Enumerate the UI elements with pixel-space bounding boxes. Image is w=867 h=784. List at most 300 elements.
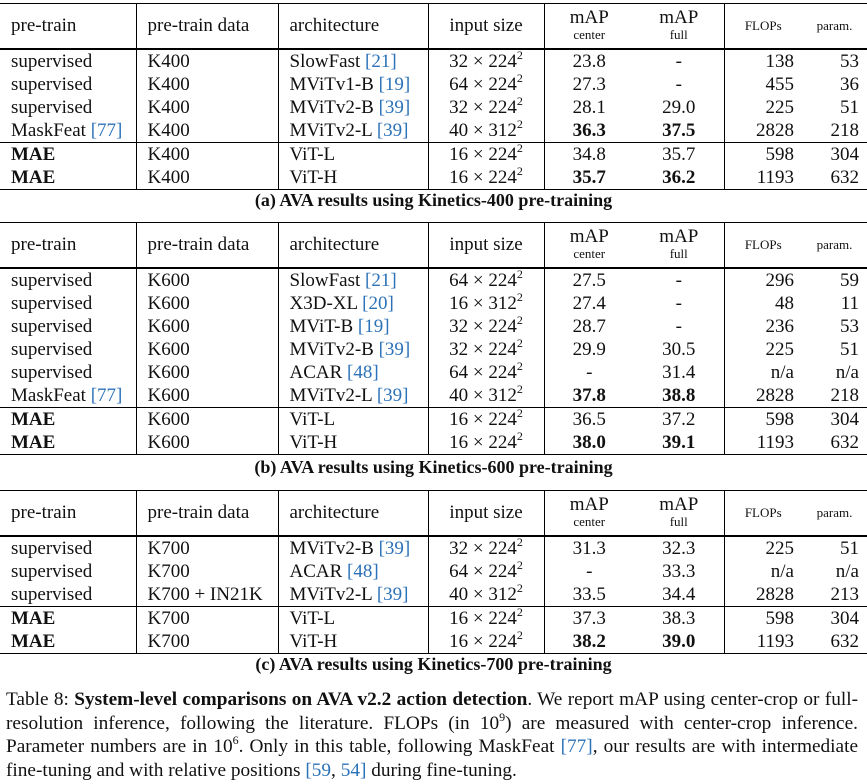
cell-flops: 225 [724, 536, 802, 560]
table-c-block [0, 490, 867, 674]
cell-param: 36 [840, 74, 859, 95]
cell-input-size [428, 607, 544, 631]
citation-link[interactable]: [77] [90, 385, 123, 406]
table-row [0, 315, 867, 338]
caption-text-3: . Only in this table, following MaskFeat [238, 736, 561, 757]
pretrain-text: MaskFeat [11, 385, 91, 406]
citation-link[interactable]: [20] [362, 293, 394, 314]
cell-input-size [428, 431, 544, 455]
cell-architecture [278, 384, 428, 408]
pretrain-text: MAE [11, 432, 56, 453]
cell-input-size [428, 96, 544, 119]
input-size-exponent: 2 [516, 382, 523, 396]
cell-architecture [278, 536, 428, 560]
cell-flops: 2828 [724, 384, 802, 408]
input-size-text: 64 × 224 [449, 561, 517, 582]
pretrain-text: supervised [11, 362, 93, 383]
cell-flops: 1193 [724, 431, 802, 455]
pretrain-text: MAE [11, 409, 56, 430]
input-size-text: 40 × 312 [449, 385, 517, 406]
caption-text-4: , our results are with intermediate fine-tuning and with relative positions [6, 736, 859, 781]
caption-label: Table 8: [6, 689, 75, 710]
cell-input-size [428, 268, 544, 292]
table-row [0, 560, 867, 583]
cell-param: 51 [840, 339, 859, 360]
cell-input-size [428, 49, 544, 73]
input-size-exponent: 2 [516, 406, 523, 420]
input-size-text: 32 × 224 [449, 538, 517, 559]
table-a-caption: (a) AVA results using Kinetics-400 pre-training [254, 190, 613, 210]
cell-pretrain [0, 166, 136, 190]
cell-param: 51 [840, 97, 859, 118]
cell-flops: 225 [724, 338, 802, 361]
input-size-exponent: 2 [516, 141, 523, 155]
cell-param: 218 [830, 385, 859, 406]
caption-text-1: . We report mAP using center-crop or full-resolution inference, following the literature. FLOPs (in 10 [6, 689, 858, 734]
cell-architecture [278, 607, 428, 631]
caption-sup-1: 9 [499, 709, 506, 724]
cell-pretrain-data: K600 [136, 384, 278, 408]
cell-param: n/a [835, 362, 859, 383]
cell-pretrain-data: K400 [136, 166, 278, 190]
citation-link[interactable]: [21] [365, 270, 397, 291]
header-map-label: mAP [569, 226, 609, 247]
table-row [0, 583, 867, 607]
cell-map-full: 31.4 [662, 362, 696, 383]
cell-map-full: - [675, 51, 682, 72]
cell-pretrain [0, 49, 136, 73]
cell-pretrain-data: K700 [136, 630, 278, 654]
header-pretrain-data: pre-train data [136, 4, 278, 50]
header-center-label: center [573, 246, 606, 261]
header-map-label: mAP [659, 494, 699, 515]
architecture-text: MViTv2-B [289, 538, 379, 559]
cell-map-full: 39.0 [634, 630, 724, 654]
cell-pretrain [0, 292, 136, 315]
cell-pretrain-data: K400 [136, 119, 278, 143]
cell-map-center: 37.8 [544, 384, 634, 408]
cell-input-size [428, 166, 544, 190]
cell-architecture [278, 166, 428, 190]
cell-flops: n/a [724, 361, 802, 384]
input-size-exponent: 2 [516, 71, 523, 85]
header-map-label: mAP [569, 494, 609, 515]
cell-param: 51 [840, 538, 859, 559]
architecture-text: ACAR [289, 561, 348, 582]
cell-param: 632 [802, 166, 867, 190]
table-row [0, 431, 867, 455]
header-architecture: architecture [278, 223, 428, 269]
input-size-exponent: 2 [516, 94, 523, 108]
caption-text-6: during fine-tuning. [366, 759, 517, 781]
cell-map-center: 27.5 [544, 268, 634, 292]
cell-input-size [428, 384, 544, 408]
cell-param: 218 [830, 120, 859, 141]
cell-architecture [278, 630, 428, 654]
cell-map-center: 28.7 [544, 315, 634, 338]
table-row [0, 361, 867, 384]
cell-input-size [428, 143, 544, 167]
header-pretrain-data: pre-train data [136, 491, 278, 537]
citation-link[interactable]: [77] [560, 736, 593, 757]
cell-pretrain-data: K700 + IN21K [136, 583, 278, 607]
cell-architecture [278, 361, 428, 384]
citation-link[interactable]: [39] [376, 385, 409, 406]
citation-link[interactable]: [59 [305, 759, 332, 781]
header-map-center [544, 4, 634, 50]
cell-map-full: 33.3 [662, 561, 696, 582]
input-size-text: 32 × 224 [449, 51, 517, 72]
cell-param: 53 [840, 51, 859, 72]
input-size-text: 16 × 224 [449, 144, 517, 165]
table-row [0, 408, 867, 432]
header-map-label: mAP [659, 7, 699, 28]
table-c-caption: (c) AVA results using Kinetics-700 pre-training [255, 654, 612, 674]
cell-pretrain-data: K600 [136, 408, 278, 432]
input-size-text: 16 × 224 [449, 409, 517, 430]
cell-map-center: 29.9 [544, 338, 634, 361]
cell-flops: 598 [724, 607, 802, 631]
citation-link[interactable]: [48] [347, 561, 379, 582]
cell-map-center: 23.8 [544, 49, 634, 73]
input-size-exponent: 2 [516, 605, 523, 619]
header-map-label: mAP [659, 226, 699, 247]
cell-input-size [428, 560, 544, 583]
table-row [0, 607, 867, 631]
architecture-text: ACAR [289, 362, 348, 383]
header-center-label: center [573, 27, 606, 42]
pretrain-text: supervised [11, 293, 93, 314]
cell-pretrain [0, 315, 136, 338]
pretrain-text: MAE [11, 144, 56, 165]
input-size-exponent: 2 [516, 628, 523, 642]
citation-link[interactable]: [39] [378, 97, 411, 118]
header-param: param. [816, 505, 853, 520]
cell-map-center: 34.8 [544, 143, 634, 167]
cell-pretrain [0, 607, 136, 631]
cell-map-center: 31.3 [544, 536, 634, 560]
table-row [0, 96, 867, 119]
cell-map-full: - [675, 293, 682, 314]
caption-sup-2: 6 [232, 733, 239, 747]
cell-architecture [278, 560, 428, 583]
citation-link[interactable]: [39] [378, 538, 411, 559]
header-flops: FLOPs [724, 223, 802, 269]
input-size-text: 16 × 224 [449, 608, 517, 629]
cell-map-center: 36.5 [544, 408, 634, 432]
architecture-text: MViTv2-B [289, 339, 379, 360]
cell-pretrain [0, 583, 136, 607]
cell-input-size [428, 338, 544, 361]
cell-input-size [428, 315, 544, 338]
cell-map-center: 33.5 [544, 583, 634, 607]
cell-architecture [278, 73, 428, 96]
pretrain-text: supervised [11, 584, 93, 605]
architecture-text: MViTv2-L [289, 120, 377, 141]
cell-map-center: 27.3 [544, 73, 634, 96]
header-param: param. [816, 237, 853, 252]
pretrain-text: MAE [11, 608, 56, 629]
cell-architecture [278, 96, 428, 119]
table-row [0, 49, 867, 73]
header-architecture: architecture [278, 491, 428, 537]
cell-flops: 236 [724, 315, 802, 338]
cell-pretrain [0, 630, 136, 654]
cell-param: 632 [802, 630, 867, 654]
cell-architecture [278, 338, 428, 361]
cell-flops: 455 [724, 73, 802, 96]
cell-flops: n/a [724, 560, 802, 583]
input-size-text: 32 × 224 [449, 316, 517, 337]
caption-text-5: , [331, 759, 341, 781]
cell-pretrain [0, 96, 136, 119]
header-pretrain: pre-train [11, 502, 77, 523]
cell-architecture [278, 119, 428, 143]
table-b-caption: (b) AVA results using Kinetics-600 pre-training [254, 457, 613, 477]
cell-map-full: - [675, 316, 682, 337]
cell-architecture [278, 143, 428, 167]
cell-pretrain [0, 338, 136, 361]
header-architecture: architecture [278, 4, 428, 50]
input-size-text: 32 × 224 [449, 339, 517, 360]
cell-pretrain-data: K400 [136, 49, 278, 73]
input-size-text: 32 × 224 [449, 97, 517, 118]
pretrain-text: supervised [11, 339, 93, 360]
cell-input-size [428, 536, 544, 560]
input-size-text: 40 × 312 [449, 584, 517, 605]
cell-input-size [428, 630, 544, 654]
citation-link[interactable]: [77] [90, 120, 123, 141]
cell-flops: 225 [724, 96, 802, 119]
architecture-text: MViTv2-L [289, 385, 377, 406]
pretrain-text: supervised [11, 97, 93, 118]
table-a-block [0, 3, 867, 210]
cell-map-full: 34.4 [662, 584, 696, 605]
pretrain-text: supervised [11, 51, 93, 72]
header-map-full [634, 4, 724, 50]
architecture-text: ViT-H [289, 432, 338, 453]
cell-architecture [278, 49, 428, 73]
cell-pretrain [0, 119, 136, 143]
input-size-text: 16 × 312 [449, 293, 517, 314]
pretrain-text: MAE [11, 631, 56, 652]
caption-title: System-level comparisons on AVA v2.2 action detection [74, 689, 528, 710]
cell-map-full: 35.7 [634, 143, 724, 167]
header-row [0, 4, 867, 50]
cell-flops: 598 [724, 408, 802, 432]
cell-pretrain [0, 73, 136, 96]
header-map-center [544, 491, 634, 537]
cell-architecture [278, 583, 428, 607]
input-size-text: 16 × 224 [449, 167, 517, 188]
input-size-exponent: 2 [516, 581, 523, 595]
header-input-size: input size [428, 223, 544, 269]
cell-flops: 138 [724, 49, 802, 73]
citation-link[interactable]: 54] [340, 759, 367, 781]
architecture-text: MViTv2-B [289, 97, 379, 118]
cell-map-full: 37.5 [662, 120, 696, 141]
cell-map-full: 36.2 [634, 166, 724, 190]
input-size-text: 64 × 224 [449, 270, 517, 291]
cell-map-full: - [675, 270, 682, 291]
input-size-exponent: 2 [516, 290, 523, 304]
header-map-label: mAP [569, 7, 609, 28]
cell-pretrain-data: K600 [136, 431, 278, 455]
cell-input-size [428, 292, 544, 315]
cell-map-center: 28.1 [544, 96, 634, 119]
pretrain-text: supervised [11, 538, 93, 559]
cell-map-full: 29.0 [662, 97, 696, 118]
header-row [0, 491, 867, 537]
cell-architecture [278, 408, 428, 432]
citation-link[interactable]: [19] [378, 74, 411, 95]
cell-pretrain-data: K600 [136, 361, 278, 384]
cell-pretrain-data: K400 [136, 96, 278, 119]
cell-param: 304 [802, 143, 867, 167]
cell-map-center: 27.4 [544, 292, 634, 315]
architecture-text: ViT-L [289, 409, 336, 430]
cell-pretrain-data: K600 [136, 268, 278, 292]
pretrain-text: MaskFeat [11, 120, 91, 141]
cell-flops: 2828 [724, 119, 802, 143]
header-map-center [544, 223, 634, 269]
results-table-k700 [0, 490, 867, 654]
table-row [0, 292, 867, 315]
table-row [0, 143, 867, 167]
architecture-text: MViTv1-B [289, 74, 379, 95]
pretrain-text: supervised [11, 74, 93, 95]
cell-flops: 296 [724, 268, 802, 292]
input-size-exponent: 2 [516, 267, 523, 281]
cell-map-center: 37.3 [544, 607, 634, 631]
cell-flops: 1193 [724, 630, 802, 654]
cell-pretrain [0, 431, 136, 455]
cell-param: 304 [802, 607, 867, 631]
cell-input-size [428, 583, 544, 607]
table-row [0, 630, 867, 654]
cell-map-center: 35.7 [544, 166, 634, 190]
cell-map-full: 38.3 [634, 607, 724, 631]
citation-link[interactable]: [48] [347, 362, 379, 383]
cell-pretrain-data: K600 [136, 315, 278, 338]
input-size-exponent: 2 [516, 336, 523, 350]
pretrain-text: supervised [11, 316, 93, 337]
input-size-text: 64 × 224 [449, 74, 517, 95]
cell-input-size [428, 119, 544, 143]
architecture-text: X3D-XL [289, 293, 363, 314]
header-pretrain-data: pre-train data [136, 223, 278, 269]
cell-map-full: 37.2 [634, 408, 724, 432]
cell-param: 632 [802, 431, 867, 455]
header-input-size: input size [428, 4, 544, 50]
input-size-exponent: 2 [516, 117, 523, 131]
citation-link[interactable]: [39] [376, 120, 409, 141]
cell-flops: 48 [724, 292, 802, 315]
input-size-exponent: 2 [516, 359, 523, 373]
cell-pretrain [0, 560, 136, 583]
table-row [0, 384, 867, 408]
architecture-text: ViT-L [289, 144, 336, 165]
results-table-k400 [0, 3, 867, 190]
header-input-size: input size [428, 491, 544, 537]
header-full-label: full [669, 514, 688, 529]
header-param: param. [816, 18, 853, 33]
header-pretrain: pre-train [11, 234, 77, 255]
cell-map-full: 38.8 [662, 385, 696, 406]
input-size-exponent: 2 [516, 48, 523, 62]
pretrain-text: supervised [11, 561, 93, 582]
input-size-exponent: 2 [516, 164, 523, 178]
caption-text-2: ) are measured with center-crop inference. Parameter numbers are in 10 [6, 712, 858, 757]
input-size-exponent: 2 [516, 558, 523, 572]
table-row [0, 166, 867, 190]
cell-architecture [278, 268, 428, 292]
architecture-text: SlowFast [289, 51, 365, 72]
cell-architecture [278, 315, 428, 338]
cell-flops: 598 [724, 143, 802, 167]
citation-link[interactable]: [39] [376, 584, 409, 605]
architecture-text: ViT-H [289, 167, 338, 188]
header-pretrain: pre-train [11, 15, 77, 36]
cell-param: 59 [840, 270, 859, 291]
table-row [0, 268, 867, 292]
input-size-text: 16 × 224 [449, 631, 517, 652]
pretrain-text: supervised [11, 270, 93, 291]
table-row [0, 119, 867, 143]
header-full-label: full [669, 27, 688, 42]
cell-map-center: 38.0 [544, 431, 634, 455]
cell-pretrain-data: K600 [136, 338, 278, 361]
cell-input-size [428, 408, 544, 432]
table-b-block [0, 222, 867, 477]
architecture-text: MViTv2-L [289, 584, 377, 605]
cell-pretrain-data: K400 [136, 143, 278, 167]
cell-map-full: 30.5 [662, 339, 696, 360]
architecture-text: MViT-B [289, 316, 358, 337]
cell-architecture [278, 431, 428, 455]
cell-input-size [428, 73, 544, 96]
header-flops: FLOPs [724, 491, 802, 537]
input-size-text: 64 × 224 [449, 362, 517, 383]
cell-flops: 1193 [724, 166, 802, 190]
cell-map-full: - [675, 74, 682, 95]
architecture-text: ViT-L [289, 608, 336, 629]
input-size-exponent: 2 [516, 313, 523, 327]
architecture-text: ViT-H [289, 631, 338, 652]
cell-input-size [428, 361, 544, 384]
header-center-label: center [573, 514, 606, 529]
cell-pretrain [0, 143, 136, 167]
input-size-text: 16 × 224 [449, 432, 517, 453]
cell-map-center: 38.2 [544, 630, 634, 654]
cell-param: 304 [802, 408, 867, 432]
cell-param: 213 [830, 584, 859, 605]
cell-pretrain [0, 268, 136, 292]
header-map-full [634, 491, 724, 537]
table-row [0, 73, 867, 96]
cell-pretrain-data: K400 [136, 73, 278, 96]
header-row [0, 223, 867, 269]
cell-pretrain [0, 361, 136, 384]
cell-map-full: 39.1 [634, 431, 724, 455]
cell-map-full: 32.3 [662, 538, 696, 559]
cell-architecture [278, 292, 428, 315]
citation-link[interactable]: [39] [378, 339, 411, 360]
citation-link[interactable]: [19] [357, 316, 390, 337]
results-table-k600 [0, 222, 867, 455]
citation-link[interactable]: [21] [365, 51, 397, 72]
header-map-full [634, 223, 724, 269]
